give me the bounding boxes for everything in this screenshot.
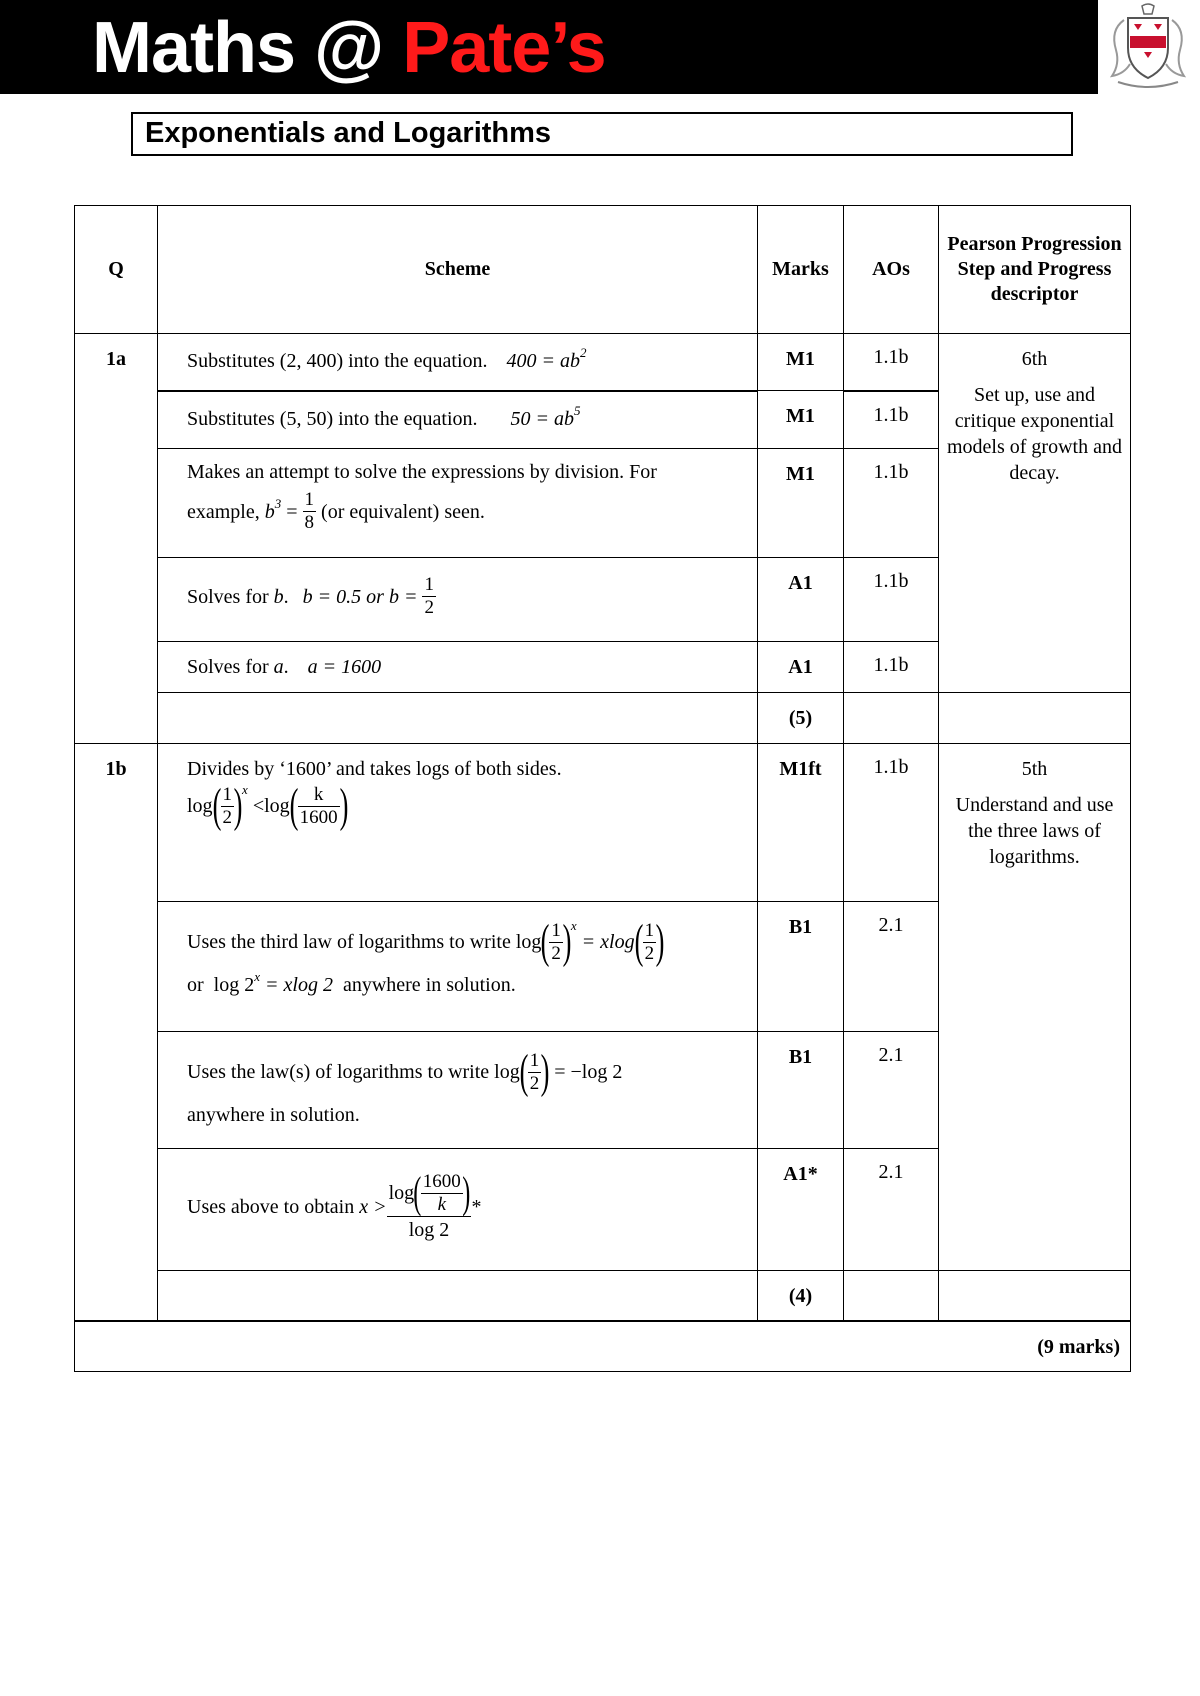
subtotal-1b: (4) (758, 1271, 844, 1321)
table-row (75, 334, 1131, 391)
table-row (75, 744, 1131, 902)
ao-code: 1.1b (844, 558, 939, 642)
ao-code: 1.1b (844, 744, 939, 902)
header-pearson: Pearson Progression Step and Progress descriptor (939, 206, 1131, 334)
brand-title (92, 8, 606, 88)
mark-code: B1 (758, 1032, 844, 1149)
mark-code: M1 (758, 449, 844, 558)
scheme-cell: Substitutes (2, 400) into the equation. $400 = ab^2$ (158, 334, 758, 391)
ao-code: 1.1b (844, 449, 939, 558)
fraction: $\frac{1}{2}$ (424, 574, 434, 618)
subtotal-1a: (5) (758, 693, 844, 744)
descriptor-cell-1a (939, 334, 1131, 693)
mark-code: M1 (758, 334, 844, 391)
mark-code: A1 (758, 642, 844, 693)
ao-code: 2.1 (844, 902, 939, 1032)
progression-step: 6th (1021, 348, 1048, 370)
header-scheme: Scheme (158, 206, 758, 334)
ao-code: 1.1b (844, 642, 939, 693)
mark-scheme-table (74, 205, 1131, 1372)
mark-code: M1 (758, 391, 844, 449)
progress-descriptor: Set up, use and critique exponential models of growth and decay. (947, 384, 1122, 484)
total-marks: (9 marks) (75, 1321, 1131, 1372)
ao-cell-empty (844, 1271, 939, 1321)
total-row (75, 1321, 1131, 1372)
fraction: $\frac{1}{8}$ (304, 489, 315, 533)
header-marks: Marks (758, 206, 844, 334)
ao-cell-empty (844, 693, 939, 744)
mark-code: M1ft (758, 744, 844, 902)
table-row (75, 693, 1131, 744)
question-label-1b: 1b (75, 744, 158, 1321)
scheme-cell: Solves for a. a = 1600 (158, 642, 758, 693)
mark-code: A1* (758, 1149, 844, 1271)
descriptor-cell-1b (939, 744, 1131, 1271)
ao-code: 2.1 (844, 1149, 939, 1271)
table-header-row (75, 206, 1131, 334)
ao-code: 2.1 (844, 1032, 939, 1149)
descriptor-cell-empty (939, 693, 1131, 744)
mark-code: B1 (758, 902, 844, 1032)
page-title: Exponentials and Logarithms (131, 112, 1073, 156)
brand-part-pates: Pate’s (402, 8, 606, 88)
scheme-cell-empty (158, 1271, 758, 1321)
brand-part-maths: Maths @ (92, 8, 403, 88)
school-crest-icon (1104, 2, 1192, 92)
scheme-cell: Uses the third law of logarithms to write log ( $\frac{1}{2}$ ) $^x$ = xlog ( $\frac{1}{2}$ ) or log 2$^x$ = xlog 2 anywhere in solution. (158, 902, 758, 1032)
table-row (75, 1271, 1131, 1321)
ao-code: 1.1b (844, 334, 939, 391)
scheme-cell: Divides by ‘1600’ and takes logs of both sides. log ( $\frac{1}{2}$ ) $^x$ <log ( $\frac{k}{1600}$ ) (158, 744, 758, 902)
descriptor-cell-empty (939, 1271, 1131, 1321)
mark-code: A1 (758, 558, 844, 642)
scheme-cell: Makes an attempt to solve the expressions by division. For example, $b^3$ = $\frac{1}{8}$ (or equivalent) seen. (158, 449, 758, 558)
scheme-cell: Substitutes (5, 50) into the equation. $50 = ab^5$ (158, 391, 758, 449)
progression-step: 5th (1021, 758, 1048, 780)
progress-descriptor: Understand and use the three laws of logarithms. (955, 794, 1114, 868)
header-banner (0, 0, 1098, 94)
scheme-cell-empty (158, 693, 758, 744)
scheme-cell: Uses the law(s) of logarithms to write log ( $\frac{1}{2}$ ) = −log 2 anywhere in solution. (158, 1032, 758, 1149)
question-label-1a: 1a (75, 334, 158, 744)
ao-code: 1.1b (844, 391, 939, 449)
header-aos: AOs (844, 206, 939, 334)
scheme-cell: Uses above to obtain x > log ( $\frac{1600}{k}$ ) log 2 * (158, 1149, 758, 1271)
scheme-cell: Solves for b . b = 0.5 or b = $\frac{1}{2}$ (158, 558, 758, 642)
header-q: Q (75, 206, 158, 334)
